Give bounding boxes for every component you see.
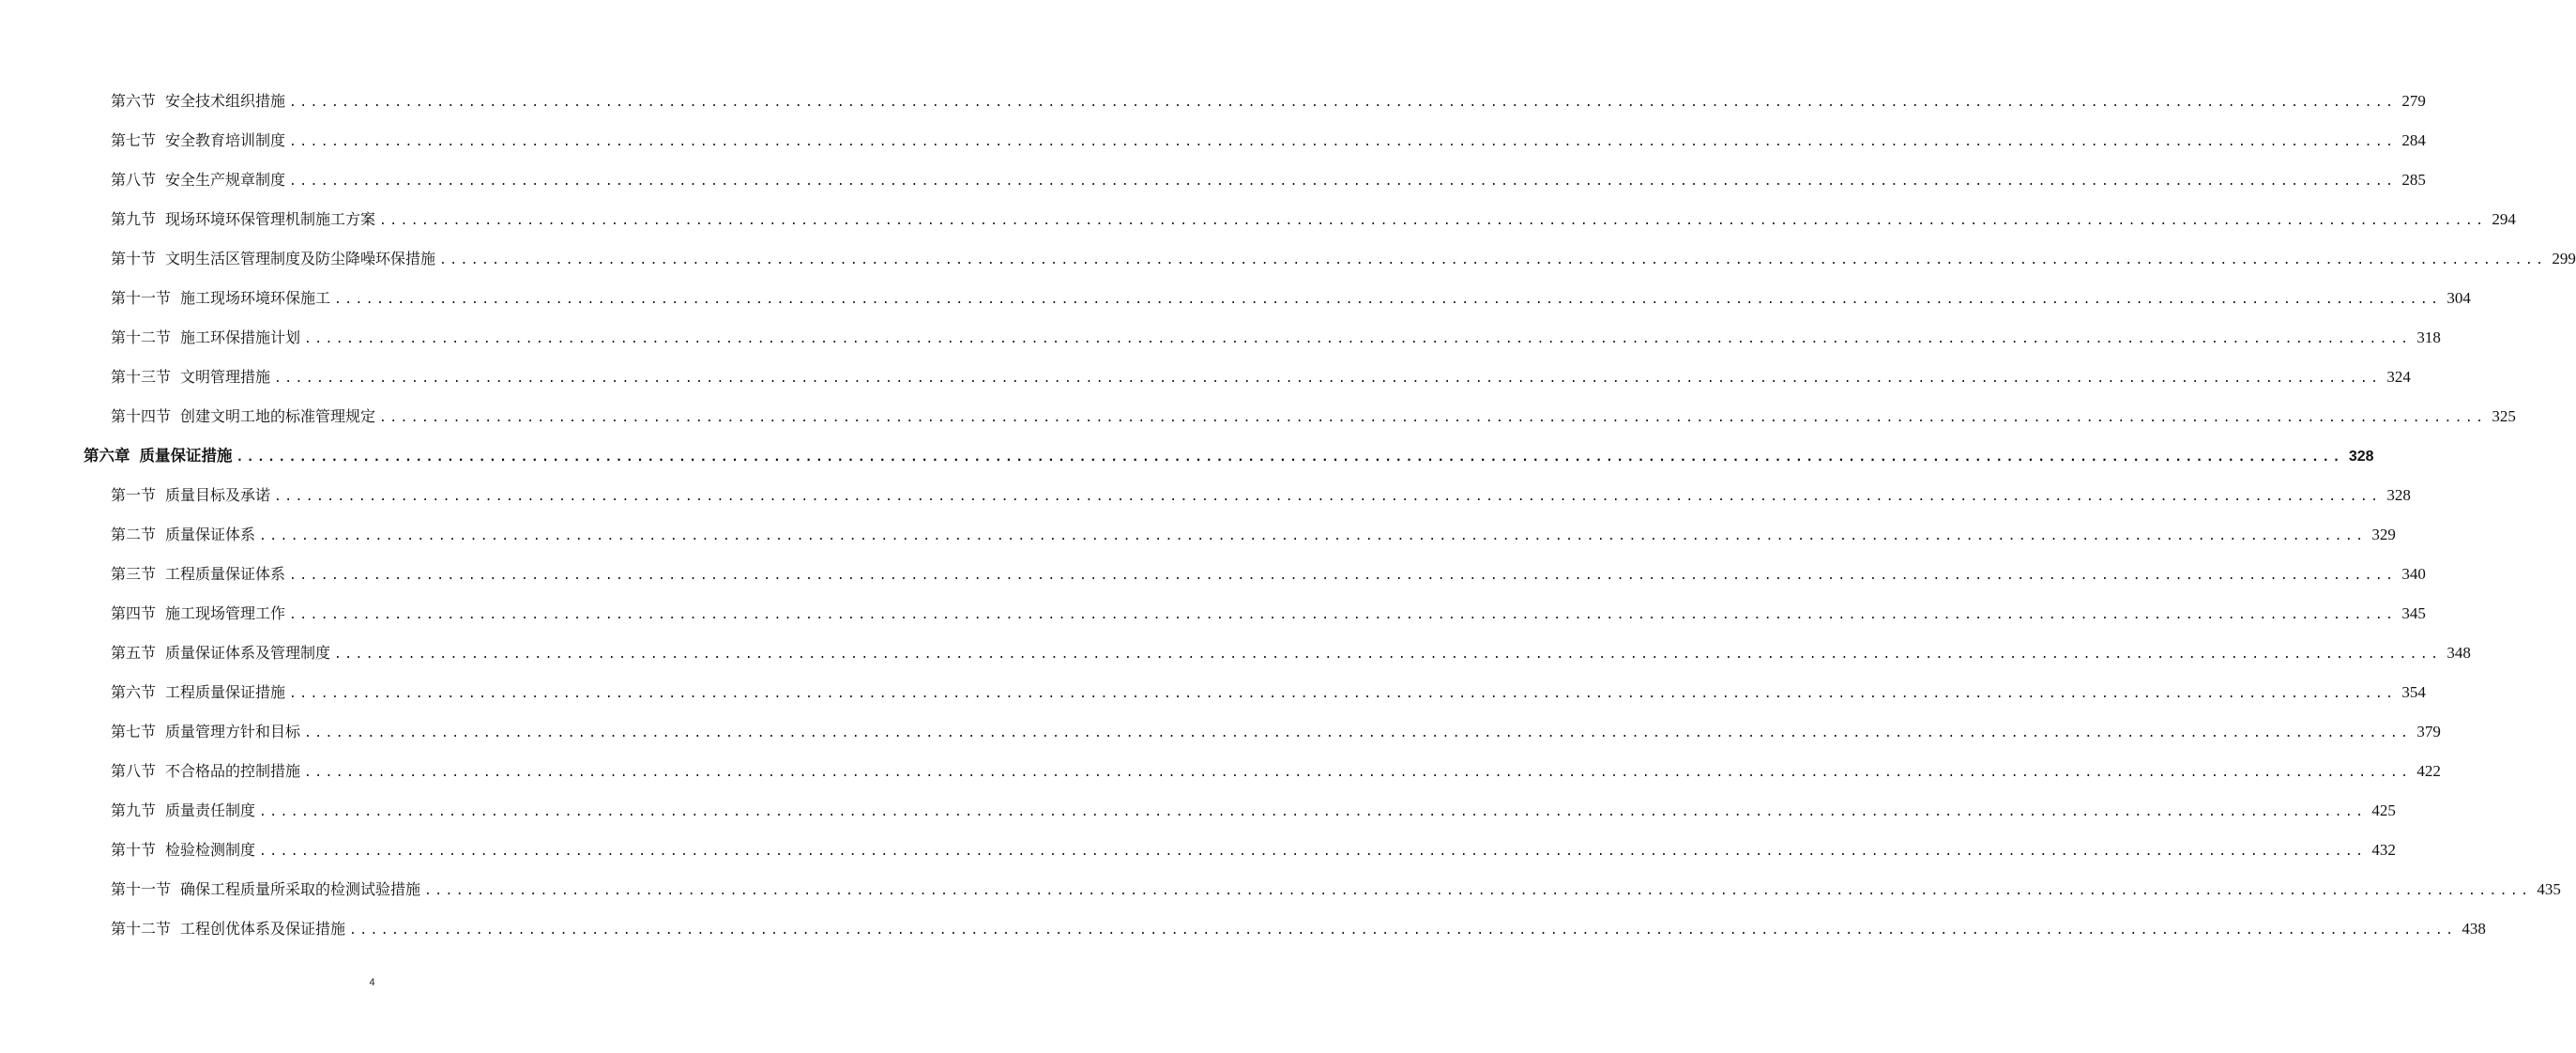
toc-entry-label — [111, 679, 285, 707]
toc-entry-page: 345 — [2401, 604, 2426, 622]
toc-entry-number: 第二节 — [111, 526, 157, 543]
toc-entry-number: 第十二节 — [111, 920, 172, 938]
toc-entry-label — [111, 521, 255, 549]
toc-entry-label — [111, 757, 300, 786]
toc-entry-label — [111, 324, 300, 352]
toc-section-entry[interactable] — [111, 836, 2396, 864]
toc-leader-dots: ........................................................................................................................................................................................................ — [349, 923, 2457, 938]
toc-section-entry[interactable] — [111, 757, 2441, 786]
toc-entry-title: 工程创优体系及保证措施 — [180, 920, 346, 938]
toc-entry-number: 第六节 — [111, 92, 157, 110]
toc-entry-page: 294 — [2492, 210, 2516, 228]
toc-entry-label — [111, 600, 285, 628]
toc-section-entry[interactable] — [111, 245, 2576, 273]
toc-section-entry[interactable] — [111, 718, 2441, 746]
toc-leader-dots: ........................................................................................................................................................................................................ — [274, 490, 2382, 504]
toc-section-entry[interactable] — [111, 87, 2426, 115]
toc-entry-number: 第七节 — [111, 131, 157, 149]
toc-leader-dots: ........................................................................................................................................................................................................ — [289, 135, 2397, 149]
toc-leader-dots: ........................................................................................................................................................................................................ — [289, 687, 2397, 701]
toc-entry-title: 确保工程质量所采取的检测试验措施 — [180, 880, 421, 898]
toc-entry-title: 质量目标及承诺 — [165, 486, 271, 504]
toc-entry-number: 第六节 — [111, 683, 157, 701]
toc-leader-dots: ........................................................................................................................................................................................................ — [424, 884, 2532, 898]
toc-section-entry[interactable] — [111, 600, 2426, 628]
toc-entry-page: 279 — [2401, 92, 2426, 110]
toc-entry-title: 质量保证体系 — [165, 526, 256, 543]
toc-entry-page: 422 — [2416, 762, 2441, 780]
toc-entry-page: 328 — [2386, 486, 2411, 504]
toc-entry-page: 425 — [2371, 801, 2396, 819]
toc-entry-label — [84, 442, 233, 470]
toc-entry-number: 第六章 — [84, 447, 130, 465]
toc-entry-title: 不合格品的控制措施 — [165, 762, 301, 780]
toc-entry-label — [111, 915, 345, 943]
toc-leader-dots: ........................................................................................................................................................................................................ — [334, 293, 2442, 307]
toc-entry-title: 施工现场管理工作 — [165, 604, 286, 622]
toc-leader-dots: ........................................................................................................................................................................................................ — [304, 766, 2412, 780]
toc-entry-label — [111, 876, 420, 904]
toc-section-entry[interactable] — [111, 403, 2516, 431]
toc-entry-title: 现场环境环保管理机制施工方案 — [165, 210, 376, 228]
toc-entry-page: 340 — [2401, 565, 2426, 583]
toc-entry-page: 318 — [2416, 328, 2441, 346]
toc-leader-dots: ........................................................................................................................................................................................................ — [439, 253, 2547, 267]
toc-entry-label — [111, 127, 285, 155]
toc-entry-page: 435 — [2537, 880, 2561, 898]
toc-leader-dots: ........................................................................................................................................................................................................ — [304, 332, 2412, 346]
toc-leader-dots: ........................................................................................................................................................................................................ — [379, 214, 2487, 228]
toc-entry-label — [111, 797, 255, 825]
toc-entry-title: 工程质量保证措施 — [165, 683, 286, 701]
toc-entry-label — [111, 718, 300, 746]
toc-entry-page: 325 — [2492, 407, 2516, 425]
toc-entry-label — [111, 836, 255, 864]
toc-entry-page: 329 — [2371, 526, 2396, 543]
toc-entry-number: 第七节 — [111, 723, 157, 740]
toc-section-entry[interactable] — [111, 206, 2516, 234]
toc-entry-number: 第四节 — [111, 604, 157, 622]
toc-entry-page: 348 — [2446, 644, 2471, 662]
toc-entry-number: 第一节 — [111, 486, 157, 504]
toc-entry-number: 第十三节 — [111, 368, 172, 386]
toc-entry-number: 第十一节 — [111, 880, 172, 898]
toc-entry-page: 324 — [2386, 368, 2411, 386]
toc-entry-page: 432 — [2371, 841, 2396, 859]
toc-section-entry[interactable] — [111, 284, 2471, 313]
toc-entry-label — [111, 363, 270, 391]
toc-entry-number: 第八节 — [111, 171, 157, 189]
toc-section-entry[interactable] — [111, 363, 2411, 391]
toc-entry-title: 施工环保措施计划 — [180, 328, 301, 346]
toc-leader-dots: ........................................................................................................................................................................................................ — [274, 372, 2382, 386]
toc-entry-page: 299 — [2552, 250, 2576, 267]
toc-entry-number: 第五节 — [111, 644, 157, 662]
toc-entry-number: 第三节 — [111, 565, 157, 583]
toc-entry-title: 文明生活区管理制度及防尘降噪环保措施 — [165, 250, 436, 267]
toc-entry-title: 质量保证措施 — [139, 447, 233, 465]
toc-leader-dots: ........................................................................................................................................................................................................ — [334, 648, 2442, 662]
toc-entry-label — [111, 481, 270, 510]
toc-section-entry[interactable] — [111, 481, 2411, 510]
toc-entry-label — [111, 87, 285, 115]
toc-entry-number: 第八节 — [111, 762, 157, 780]
toc-entry-title: 安全教育培训制度 — [165, 131, 286, 149]
toc-entry-label — [111, 284, 330, 313]
toc-entry-title: 检验检测制度 — [165, 841, 256, 859]
toc-entry-label — [111, 560, 285, 588]
toc-entry-title: 文明管理措施 — [180, 368, 271, 386]
toc-section-entry[interactable] — [111, 324, 2441, 352]
toc-leader-dots: ........................................................................................................................................................................................................ — [236, 450, 2343, 465]
toc-entry-title: 创建文明工地的标准管理规定 — [180, 407, 376, 425]
toc-entry-title: 质量责任制度 — [165, 801, 256, 819]
page-number: 4 — [369, 977, 375, 988]
toc-leader-dots: ........................................................................................................................................................................................................ — [289, 96, 2397, 110]
toc-entry-number: 第十二节 — [111, 328, 172, 346]
toc-entry-title: 质量保证体系及管理制度 — [165, 644, 331, 662]
toc-section-entry[interactable] — [111, 679, 2426, 707]
toc-chapter-entry[interactable] — [84, 442, 2374, 470]
toc-section-entry[interactable] — [111, 639, 2471, 667]
toc-entry-page: 304 — [2446, 289, 2471, 307]
toc-leader-dots: ........................................................................................................................................................................................................ — [379, 411, 2487, 425]
toc-entry-title: 质量管理方针和目标 — [165, 723, 301, 740]
toc-entry-page: 285 — [2401, 171, 2426, 189]
toc-leader-dots: ........................................................................................................................................................................................................ — [289, 175, 2397, 189]
toc-entry-number: 第十节 — [111, 841, 157, 859]
toc-entry-label — [111, 166, 285, 194]
toc-entry-title: 施工现场环境环保施工 — [180, 289, 331, 307]
toc-entry-number: 第十四节 — [111, 407, 172, 425]
toc-section-entry[interactable] — [111, 127, 2426, 155]
toc-entry-label — [111, 245, 435, 273]
toc-section-entry[interactable] — [111, 797, 2396, 825]
toc-entry-label — [111, 403, 375, 431]
toc-entry-number: 第九节 — [111, 801, 157, 819]
toc-entry-title: 工程质量保证体系 — [165, 565, 286, 583]
toc-leader-dots: ........................................................................................................................................................................................................ — [259, 845, 2367, 859]
toc-leader-dots: ........................................................................................................................................................................................................ — [289, 608, 2397, 622]
toc-entry-number: 第九节 — [111, 210, 157, 228]
toc-leader-dots: ........................................................................................................................................................................................................ — [259, 529, 2367, 543]
toc-section-entry[interactable] — [111, 915, 2486, 943]
toc-entry-page: 379 — [2416, 723, 2441, 740]
toc-entry-title: 安全技术组织措施 — [165, 92, 286, 110]
toc-entry-page: 438 — [2462, 920, 2486, 938]
toc-entry-label — [111, 206, 375, 234]
toc-leader-dots: ........................................................................................................................................................................................................ — [304, 726, 2412, 740]
toc-leader-dots: ........................................................................................................................................................................................................ — [289, 569, 2397, 583]
toc-entry-label — [111, 639, 330, 667]
toc-section-entry[interactable] — [111, 876, 2561, 904]
toc-section-entry[interactable] — [111, 560, 2426, 588]
toc-entry-number: 第十一节 — [111, 289, 172, 307]
toc-entry-number: 第十节 — [111, 250, 157, 267]
toc-section-entry[interactable] — [111, 166, 2426, 194]
toc-entry-page: 354 — [2401, 683, 2426, 701]
toc-section-entry[interactable] — [111, 521, 2396, 549]
toc-entry-title: 安全生产规章制度 — [165, 171, 286, 189]
toc-entry-page: 328 — [2348, 449, 2374, 465]
toc-entry-page: 284 — [2401, 131, 2426, 149]
toc-leader-dots: ........................................................................................................................................................................................................ — [259, 805, 2367, 819]
